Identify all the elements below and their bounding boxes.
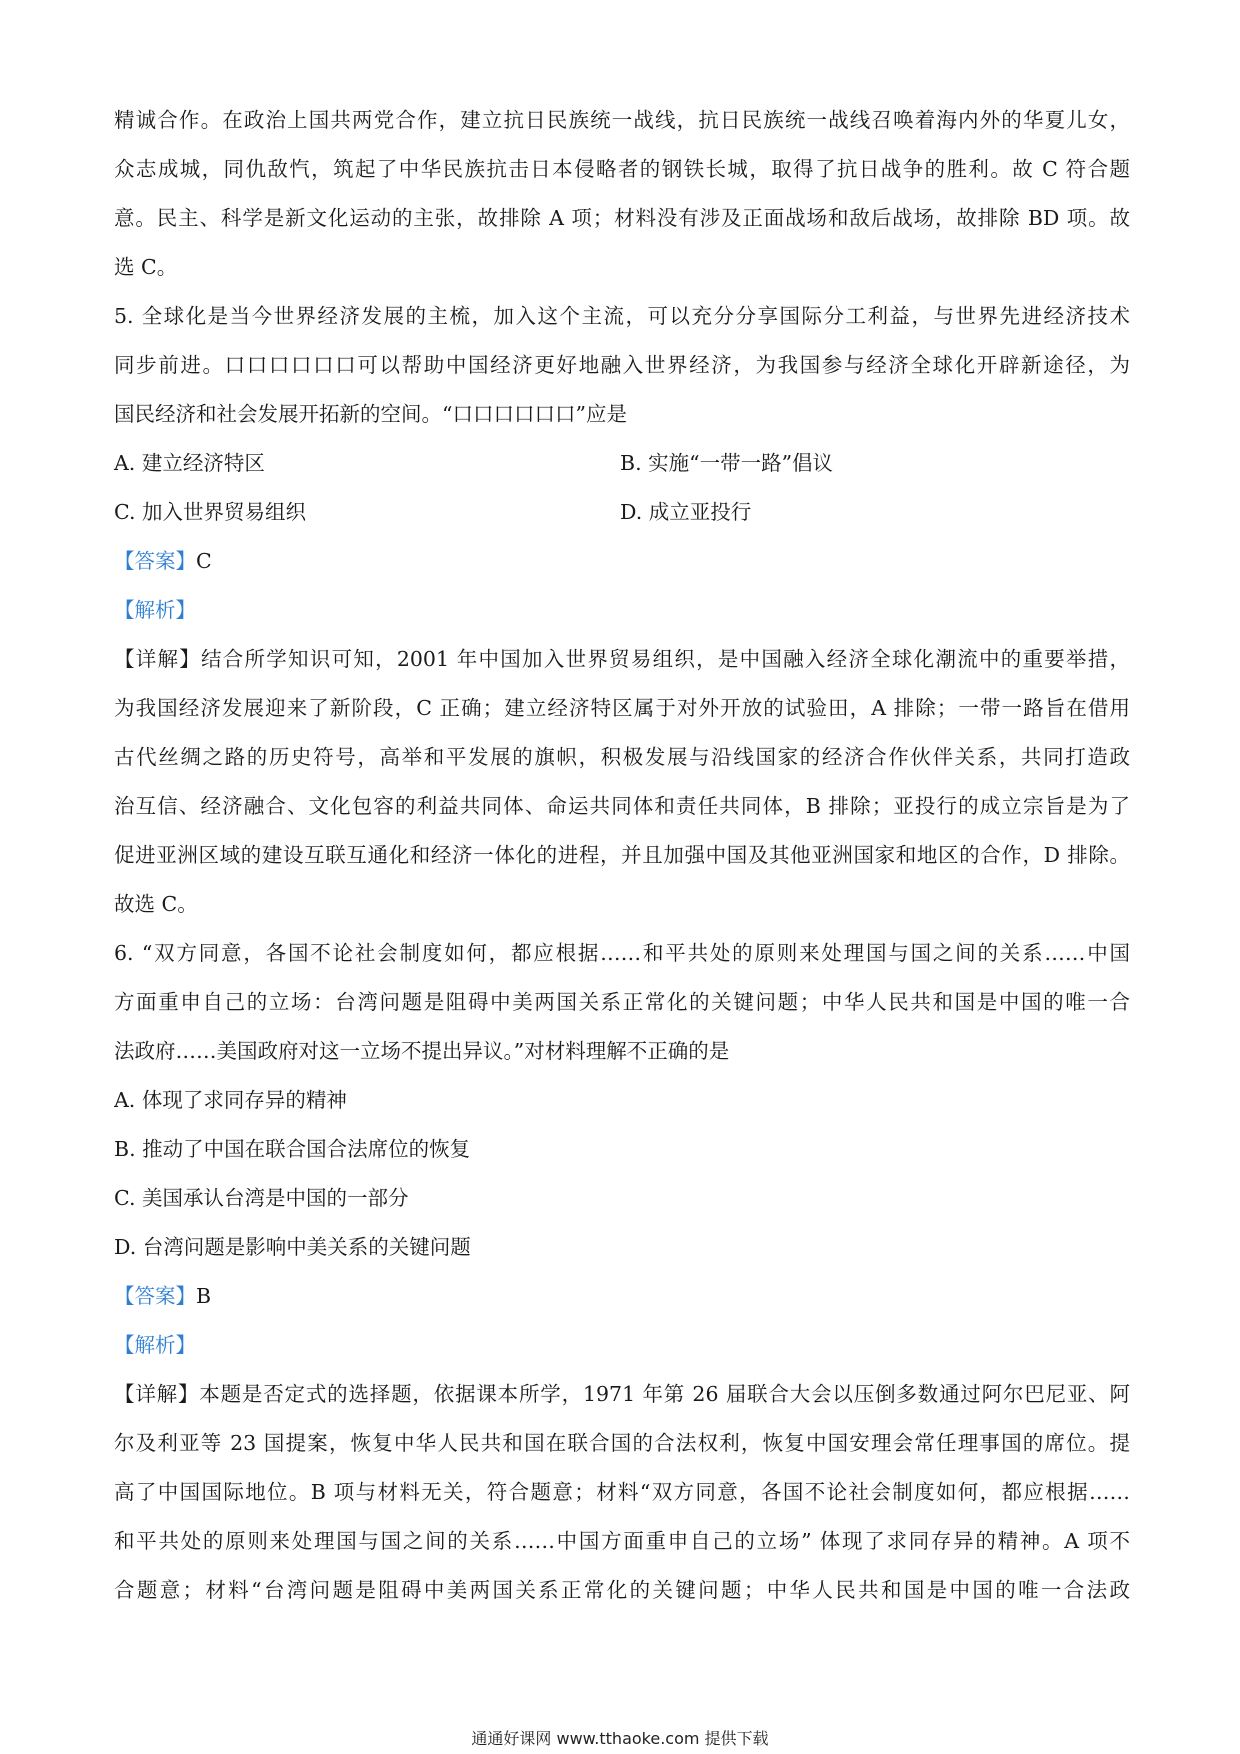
analysis-tag: 【解析】 bbox=[114, 1333, 196, 1357]
answer-value: C bbox=[196, 549, 212, 573]
paragraph-line: 精诚合作。在政治上国共两党合作，建立抗日民族统一战线，抗日民族统一战线召唤着海内外的华夏儿女， bbox=[114, 108, 1130, 132]
option-b: B. 推动了中国在联合国合法席位的恢复 bbox=[114, 1137, 471, 1161]
detail-tag: 【详解】 bbox=[114, 1382, 200, 1406]
option-d: D. 台湾问题是影响中美关系的关键问题 bbox=[114, 1235, 471, 1259]
option-c: C. 加入世界贸易组织 bbox=[114, 500, 306, 524]
option-row bbox=[114, 439, 1130, 488]
detail-line bbox=[114, 1370, 1130, 1419]
document-page bbox=[114, 96, 1130, 1615]
paragraph-line: 意。民主、科学是新文化运动的主张，故排除 A 项；材料没有涉及正面战场和敌后战场，故排除 BD 项。故 bbox=[114, 206, 1130, 230]
detail-line: 高了中国国际地位。B 项与材料无关，符合题意；材料“双方同意，各国不论社会制度如何，都应根据…… bbox=[114, 1480, 1130, 1504]
detail-line: 合题意；材料“台湾问题是阻碍中美两国关系正常化的关键问题；中华人民共和国是中国的唯一合法政 bbox=[114, 1578, 1130, 1602]
question-stem-line: 6. “双方同意，各国不论社会制度如何，都应根据……和平共处的原则来处理国与国之间的关系……中国 bbox=[114, 941, 1130, 965]
answer-line bbox=[114, 1272, 1130, 1321]
paragraph-line: 众志成城，同仇敌忾，筑起了中华民族抗击日本侵略者的钢铁长城，取得了抗日战争的胜利。故 C 符合题 bbox=[114, 157, 1130, 181]
detail-line: 故选 C。 bbox=[114, 892, 198, 916]
answer-tag: 【答案】 bbox=[114, 1284, 196, 1308]
paragraph-line: 选 C。 bbox=[114, 255, 178, 279]
detail-line: 治互信、经济融合、文化包容的利益共同体、命运共同体和责任共同体，B 排除；亚投行的成立宗旨是为了 bbox=[114, 794, 1130, 818]
option-c: C. 美国承认台湾是中国的一部分 bbox=[114, 1186, 409, 1210]
detail-line: 促进亚洲区域的建设互联互通化和经济一体化的进程，并且加强中国及其他亚洲国家和地区的合作，D 排除。 bbox=[114, 843, 1130, 867]
analysis-line bbox=[114, 1321, 1130, 1370]
detail-tag: 【详解】 bbox=[114, 647, 202, 671]
page-footer: 通通好课网 www.tthaoke.com 提供下载 bbox=[471, 1729, 769, 1748]
analysis-tag: 【解析】 bbox=[114, 598, 196, 622]
question-stem-line: 方面重申自己的立场：台湾问题是阻碍中美两国关系正常化的关键问题；中华人民共和国是中国的唯一合 bbox=[114, 990, 1130, 1014]
option-a: A. 建立经济特区 bbox=[114, 451, 265, 475]
answer-tag: 【答案】 bbox=[114, 549, 196, 573]
answer-line bbox=[114, 537, 1130, 586]
detail-text: 本题是否定式的选择题，依据课本所学，1971 年第 26 届联合大会以压倒多数通过阿尔巴尼亚、阿 bbox=[199, 1382, 1130, 1406]
question-5 bbox=[114, 292, 1130, 929]
option-b: B. 实施“一带一路”倡议 bbox=[620, 451, 834, 475]
question-6 bbox=[114, 929, 1130, 1615]
question-stem-line: 5. 全球化是当今世界经济发展的主梳，加入这个主流，可以充分分享国际分工利益，与世界先进经济技术 bbox=[114, 304, 1130, 328]
detail-line bbox=[114, 635, 1130, 684]
option-d: D. 成立亚投行 bbox=[620, 500, 752, 524]
option-row bbox=[114, 488, 1130, 537]
detail-line: 为我国经济发展迎来了新阶段，C 正确；建立经济特区属于对外开放的试验田，A 排除；一带一路旨在借用 bbox=[114, 696, 1130, 720]
detail-line: 古代丝绸之路的历史符号，高举和平发展的旗帜，积极发展与沿线国家的经济合作伙伴关系，共同打造政 bbox=[114, 745, 1130, 769]
answer-value: B bbox=[196, 1284, 212, 1308]
question-stem-line: 国民经济和社会发展开拓新的空间。“口口口口口口”应是 bbox=[114, 402, 627, 426]
analysis-line bbox=[114, 586, 1130, 635]
detail-line: 和平共处的原则来处理国与国之间的关系……中国方面重申自己的立场” 体现了求同存异的精神。A 项不 bbox=[114, 1529, 1130, 1553]
detail-line: 尔及利亚等 23 国提案，恢复中华人民共和国在联合国的合法权利，恢复中国安理会常任理事国的席位。提 bbox=[114, 1431, 1130, 1455]
option-a: A. 体现了求同存异的精神 bbox=[114, 1088, 347, 1112]
detail-text: 结合所学知识可知，2001 年中国加入世界贸易组织，是中国融入经济全球化潮流中的重要举措， bbox=[201, 647, 1130, 671]
question-stem-line: 法政府……美国政府对这一立场不提出异议。”对材料理解不正确的是 bbox=[114, 1039, 730, 1063]
question-stem-line: 同步前进。口口口口口口可以帮助中国经济更好地融入世界经济，为我国参与经济全球化开辟新途径，为 bbox=[114, 353, 1130, 377]
